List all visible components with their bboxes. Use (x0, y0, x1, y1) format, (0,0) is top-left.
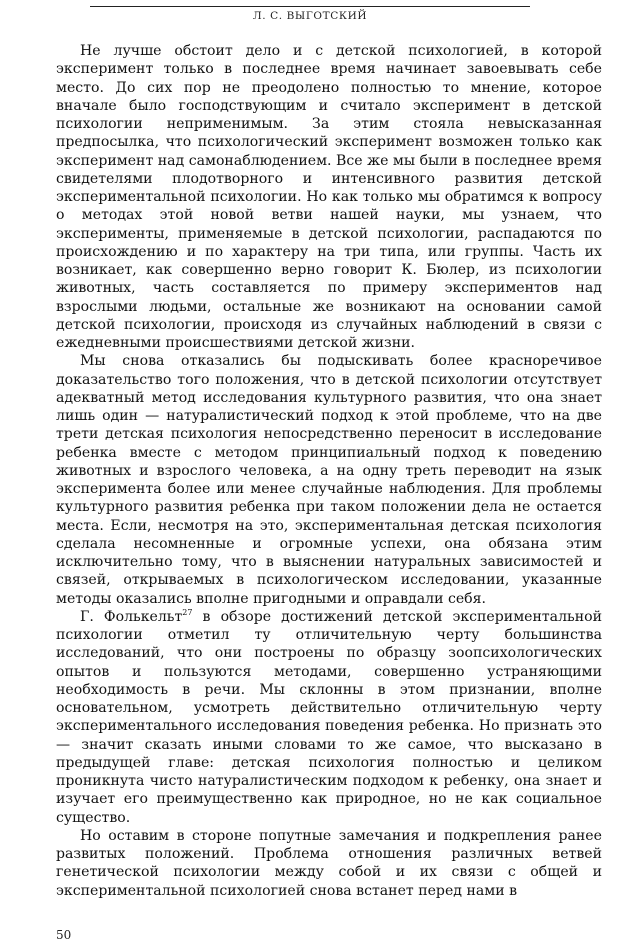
paragraph-3-lead: Г. Фолькельт (80, 608, 183, 625)
paragraph-2: Мы снова отказались бы подыскивать более красноречивое доказательство того положения, что в детской психологии отсутствует адекватный метод исследования культурного развития, что она знает лишь один — натуралистический подход к этой проблеме, что на две трети детская психология непосредственно переносит в исследование ребенка вместе с методом принципиальный подход к поведению животных и взрослого человека, а на одну треть переводит на язык эксперимента более или менее случайные наблюдения. Для проблемы культурного развития ребенка при таком положении дела не остается места. Если, несмотря на это, экспериментальная детская психология сделала несомненные и огромные успехи, она обязана этим исключительно тому, что в выяснении натуральных зависимостей и связей, открываемых в психологическом исследовании, указанные методы оказались вполне пригодными и оправдали себя. (56, 353, 602, 607)
footnote-marker: 27 (182, 607, 193, 617)
paragraph-3 (56, 608, 602, 827)
page-number: 50 (56, 928, 72, 942)
paragraph-3-body: в обзоре достижений детской экспериментальной психологии отметил ту отличительную черту большинства исследований, что они построены по образцу зоопсихологических опытов и пользуются методами, совершенно устраняющими необходимость в речи. Мы склонны в этом признании, вполне основательном, усмотреть действительно отличительную черту экспериментального исследования поведения ребенка. Но признать это — значит сказать иными словами то же самое, что высказано в предыдущей главе: детская психология полностью и целиком проникнута чисто натуралистическим подходом к ребенку, она знает и изучает его преимущественно как природное, но не как социальное существо. (56, 608, 602, 826)
paragraph-4: Но оставим в стороне попутные замечания и подкрепления ранее развитых положений. Проблема отношения различных ветвей генетической психологии между собой и их связи с общей и экспериментальной психологией снова встанет перед нами в (56, 827, 602, 899)
running-head: Л. С. ВЫГОТСКИЙ (252, 10, 368, 22)
body-text (56, 42, 602, 900)
paragraph-1: Не лучше обстоит дело и с детской психологией, в которой эксперимент только в последнее время начинает завоевывать себе место. До сих пор не преодолено полностью то мнение, которое вначале было господствующим и считало эксперимент в детской психологии неприменимым. За этим стояла невысказанная предпосылка, что психологический эксперимент возможен только как эксперимент над самонаблюдением. Все же мы были в последнее время свидетелями плодотворного и интенсивного развития детской экспериментальной психологии. Но как только мы обратимся к вопросу о методах этой новой ветви нашей науки, мы узнаем, что эксперименты, применяемые в детской психологии, распадаются по происхождению и по характеру на три типа, или группы. Часть их возникает, как совершенно верно говорит К. Бюлер, из психологии животных, часть составляется по примеру экспериментов над взрослыми людьми, остальные же возникают на основании самой детской психологии, происходя из случайных наблюдений в связи с ежедневными происшествиями детской жизни. (56, 43, 602, 351)
header-rule (90, 6, 530, 7)
